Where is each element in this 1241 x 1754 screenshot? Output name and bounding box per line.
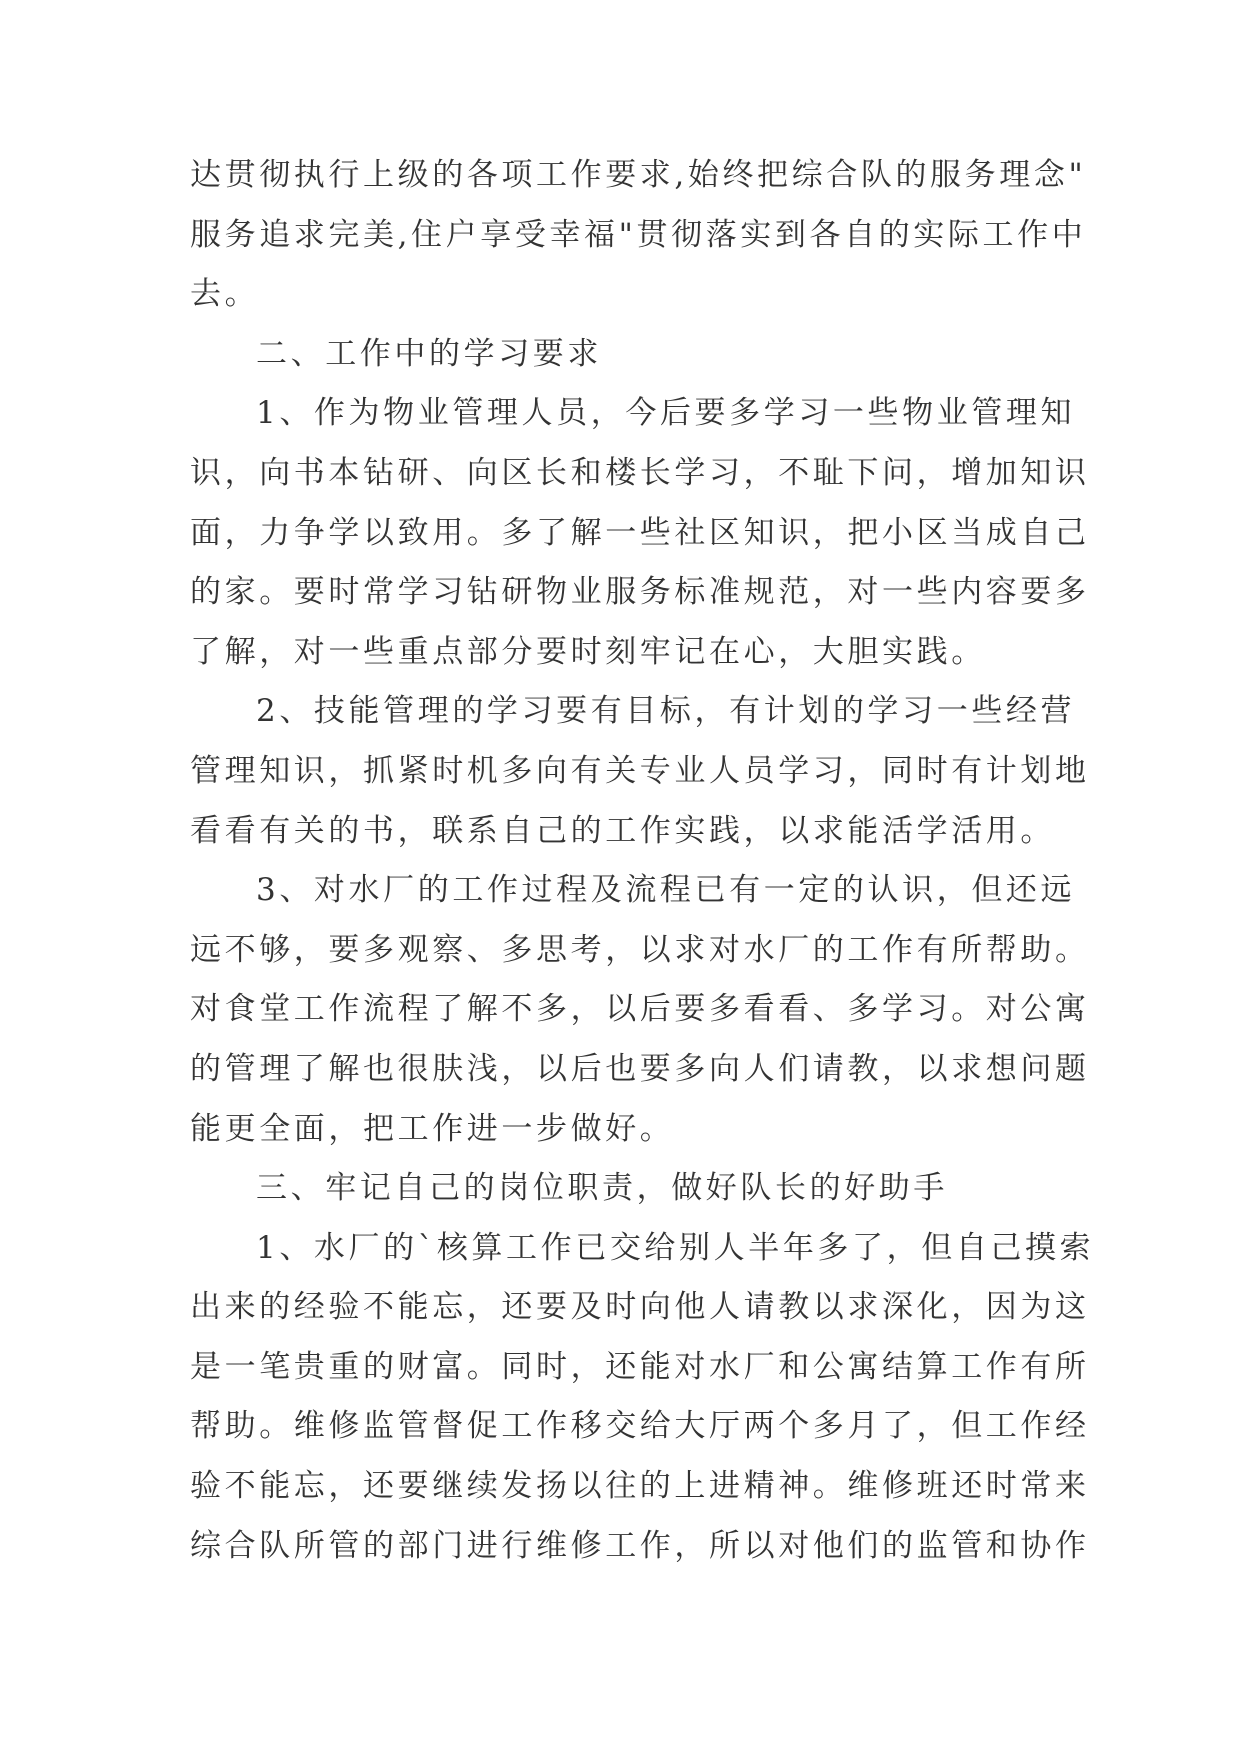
text-line: 远不够，要多观察、多思考，以求对水厂的工作有所帮助。 (190, 931, 1090, 968)
section-heading: 三、牢记自己的岗位职责，做好队长的好助手 (256, 1170, 948, 1207)
text-line: 的家。要时常学习钻研物业服务标准规范，对一些内容要多 (190, 574, 1090, 611)
text-line: 识，向书本钻研、向区长和楼长学习，不耻下问，增加知识 (190, 454, 1090, 491)
text-line: 验不能忘，还要继续发扬以往的上进精神。维修班还时常来 (190, 1468, 1090, 1505)
text-line: 是一笔贵重的财富。同时，还能对水厂和公寓结算工作有所 (190, 1348, 1090, 1385)
text-line: 1、水厂的`核算工作已交给别人半年多了，但自己摸索 (256, 1229, 1095, 1266)
text-line: 看看有关的书，联系自己的工作实践，以求能活学活用。 (190, 812, 1055, 849)
text-line: 面，力争学以致用。多了解一些社区知识，把小区当成自己 (190, 514, 1090, 551)
text-line: 管理知识，抓紧时机多向有关专业人员学习，同时有计划地 (190, 752, 1090, 789)
text-line: 3、对水厂的工作过程及流程已有一定的认识，但还远 (256, 872, 1076, 909)
text-line: 的管理了解也很肤浅，以后也要多向人们请教，以求想问题 (190, 1050, 1090, 1087)
text-line: 1、作为物业管理人员，今后要多学习一些物业管理知 (256, 395, 1076, 432)
text-line: 2、技能管理的学习要有目标，有计划的学习一些经营 (256, 693, 1076, 730)
document-body (190, 146, 1095, 1576)
text-line: 能更全面，把工作进一步做好。 (190, 1110, 675, 1147)
text-line: 帮助。维修监管督促工作移交给大厅两个多月了，但工作经 (190, 1408, 1090, 1445)
text-line: 综合队所管的部门进行维修工作，所以对他们的监管和协作 (190, 1527, 1090, 1564)
text-line: 服务追求完美,住户享受幸福"贯彻落实到各自的实际工作中 (190, 216, 1087, 253)
section-heading: 二、工作中的学习要求 (256, 335, 602, 372)
text-line: 出来的经验不能忘，还要及时向他人请教以求深化，因为这 (190, 1289, 1090, 1326)
text-line: 达贯彻执行上级的各项工作要求,始终把综合队的服务理念" (190, 157, 1087, 193)
text-line: 去。 (190, 276, 260, 313)
text-line: 了解，对一些重点部分要时刻牢记在心，大胆实践。 (190, 633, 986, 670)
text-line: 对食堂工作流程了解不多，以后要多看看、多学习。对公寓 (190, 991, 1090, 1028)
